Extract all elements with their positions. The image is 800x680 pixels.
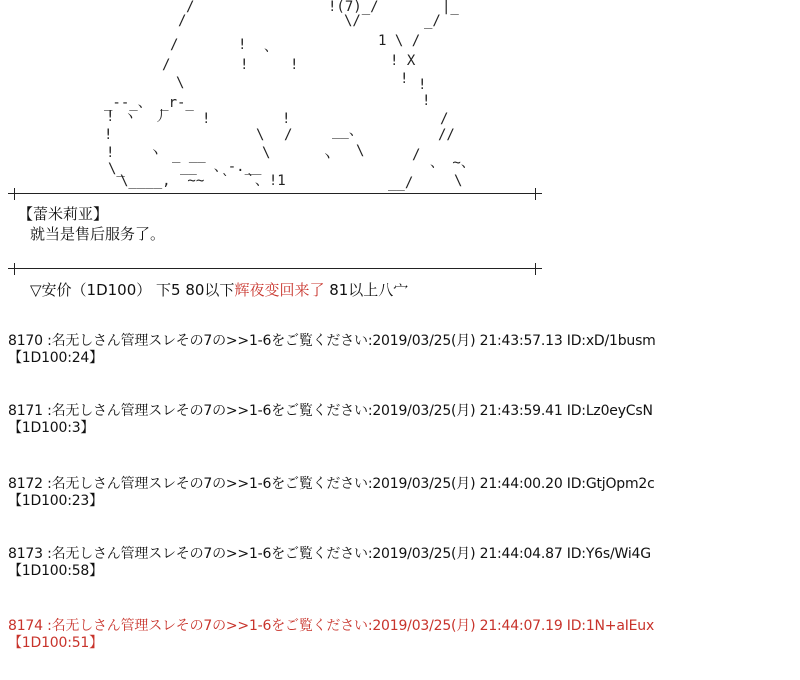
- art-fragment: /: [186, 0, 195, 15]
- art-fragment: !: [104, 127, 113, 143]
- post-header: 8174 :名无しさん管理スレその7の>>1-6をご覧ください:2019/03/25(月) 21:44:07.19 ID:1N+aIEux: [8, 618, 655, 634]
- dice-roll: 【1D100:51】: [8, 635, 103, 651]
- art-fragment: !: [422, 93, 431, 109]
- art-fragment: __、: [332, 123, 363, 139]
- dialog-block: [18, 204, 165, 244]
- art-fragment: \: [176, 75, 185, 91]
- art-fragment: /: [284, 127, 293, 143]
- art-fragment: /: [178, 13, 187, 29]
- post-8173: [8, 546, 651, 580]
- dice-roll: 【1D100:58】: [8, 563, 103, 579]
- art-fragment: \_: [108, 161, 125, 177]
- art-fragment: 、 ~、: [430, 155, 475, 171]
- art-fragment: !: [106, 145, 115, 161]
- art-fragment: \: [256, 127, 265, 143]
- art-fragment: ! ヽ 丿: [106, 109, 168, 125]
- art-fragment: /: [170, 37, 179, 53]
- art-fragment: !: [400, 71, 409, 87]
- anchor-prefix: ▽安价（1D100） 下5 80以下: [30, 281, 235, 299]
- art-fragment: !: [282, 111, 291, 127]
- dice-roll: 【1D100:24】: [8, 350, 103, 366]
- dice-roll: 【1D100:3】: [8, 420, 95, 436]
- anchor-highlight: 辉夜变回来了: [234, 281, 325, 299]
- speaker-name: 【蕾米莉亚】: [18, 205, 109, 223]
- art-fragment: __ 、-.__: [180, 159, 262, 175]
- art-fragment: !: [290, 57, 299, 73]
- art-fragment: \: [356, 143, 365, 159]
- art-fragment: !: [202, 111, 211, 127]
- art-fragment: \: [262, 145, 271, 161]
- post-header: 8170 :名无しさん管理スレその7の>>1-6をご覧ください:2019/03/25(月) 21:43:57.13 ID:xD/1busm: [8, 333, 656, 349]
- art-fragment: /: [412, 147, 421, 163]
- art-fragment: \____, ~~ ` `、!1: [120, 173, 286, 189]
- divider-bottom: [8, 263, 542, 275]
- art-fragment: 1 \ /: [378, 33, 421, 49]
- ascii-art-figure: [0, 0, 800, 200]
- post-8172: [8, 476, 655, 510]
- anchor-suffix: 81以上八宀: [324, 281, 409, 299]
- post-header: 8172 :名无しさん管理スレその7の>>1-6をご覧ください:2019/03/25(月) 21:44:00.20 ID:GtjOpm2c: [8, 476, 655, 492]
- art-fragment: __/: [388, 175, 414, 191]
- divider-top: [8, 188, 542, 200]
- art-fragment: \/: [344, 13, 361, 29]
- art-fragment: ヽ: [148, 145, 162, 161]
- art-fragment: //: [438, 127, 455, 143]
- art-fragment: !: [418, 77, 427, 93]
- dice-roll: 【1D100:23】: [8, 493, 103, 509]
- art-fragment: ! X: [390, 53, 416, 69]
- art-fragment: \: [454, 173, 463, 189]
- art-fragment: /: [162, 57, 171, 73]
- art-fragment: !(7)_/: [328, 0, 379, 15]
- post-8171: [8, 403, 653, 437]
- art-fragment: /: [440, 111, 449, 127]
- art-fragment: _/: [424, 13, 441, 29]
- art-fragment: _ __: [172, 147, 206, 163]
- speech-text: 就当是售后服务了。: [30, 225, 166, 243]
- post-8174: [8, 618, 654, 652]
- art-fragment: 、: [264, 39, 278, 55]
- art-fragment: ヽ: [320, 149, 334, 165]
- art-fragment: !: [238, 37, 247, 53]
- anchor-choice: [30, 279, 408, 300]
- art-fragment: |_: [442, 0, 459, 15]
- art-fragment: !: [240, 57, 249, 73]
- art-fragment: _--_、 _r-_: [104, 95, 194, 111]
- post-8170: [8, 333, 656, 367]
- post-header: 8173 :名无しさん管理スレその7の>>1-6をご覧ください:2019/03/25(月) 21:44:04.87 ID:Y6s/Wi4G: [8, 546, 651, 562]
- post-header: 8171 :名无しさん管理スレその7の>>1-6をご覧ください:2019/03/25(月) 21:43:59.41 ID:Lz0eyCsN: [8, 403, 653, 419]
